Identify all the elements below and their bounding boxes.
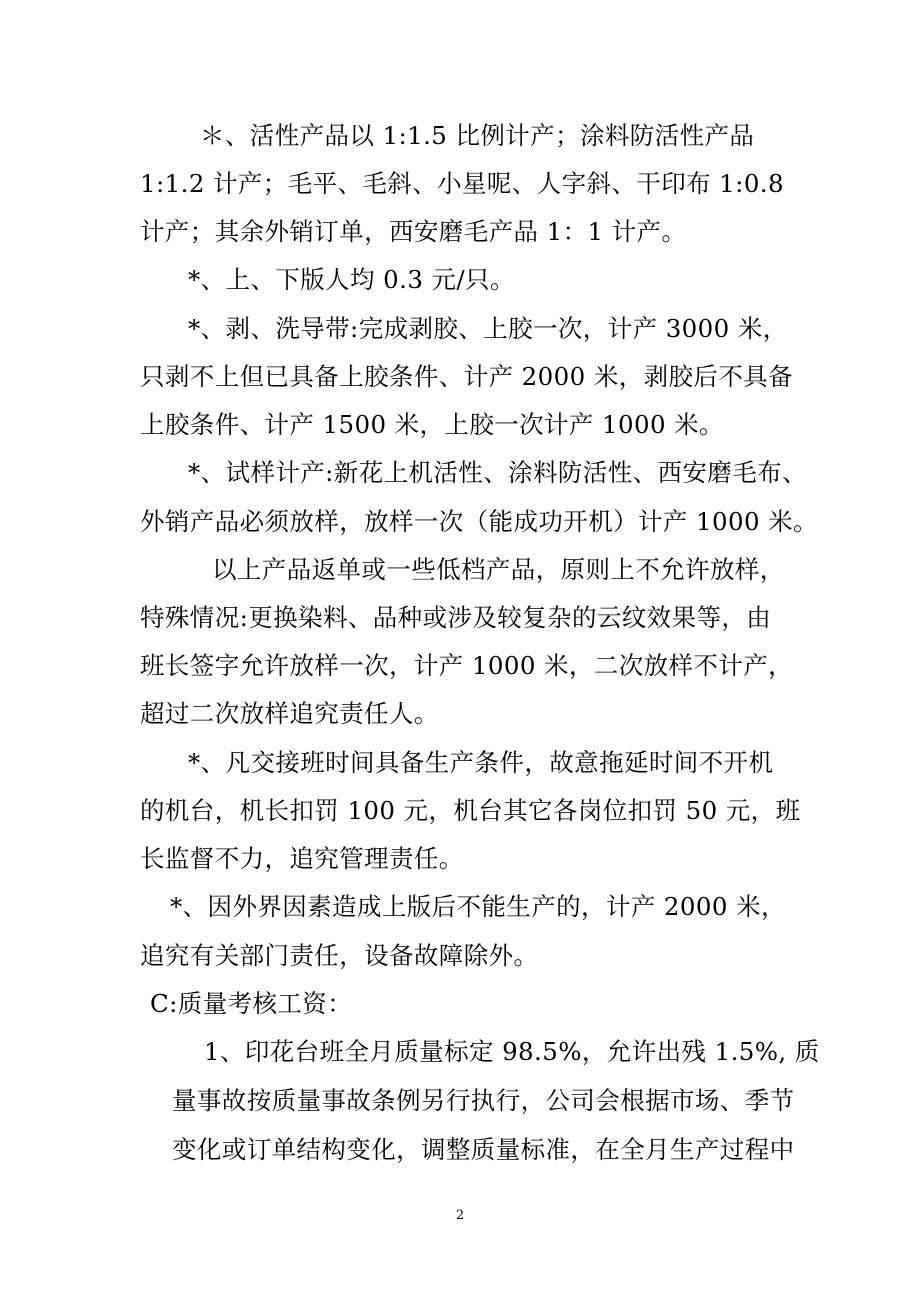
text-line-5: *、剥、洗导带:完成剥胶、上胶一次，计产 3000 米，	[188, 314, 788, 343]
text-line-15: 的机台，机长扣罚 100 元，机台其它各岗位扣罚 50 元，班	[140, 796, 801, 825]
text-line-22: 变化或订单结构变化，调整质量标准，在全月生产过程中	[172, 1135, 795, 1164]
text-line-1: ＊、活性产品以 1:1.5 比例计产；涂料防活性产品	[200, 121, 755, 150]
text-line-14: *、凡交接班时间具备生产条件，故意拖延时间不开机	[188, 748, 774, 777]
page-number: 2	[455, 1208, 465, 1223]
text-line-17: *、因外界因素造成上版后不能生产的，计产 2000 米，	[170, 892, 786, 921]
text-line-13: 超过二次放样追究责任人。	[140, 699, 439, 728]
text-line-20: 1、印花台班全月质量标定 98.5%，允许出残 1.5%, 质	[204, 1037, 820, 1066]
text-line-6: 只剥不上但已具备上胶条件、计产 2000 米，剥胶后不具备	[140, 362, 794, 391]
text-line-2: 1:1.2 计产；毛平、毛斜、小星呢、人字斜、干印布 1:0.8	[140, 169, 784, 198]
text-line-3: 计产；其余外销订单，西安磨毛产品 1：1 计产。	[140, 217, 687, 246]
text-line-12: 班长签字允许放样一次，计产 1000 米，二次放样不计产，	[140, 651, 794, 680]
text-line-10: 以上产品返单或一些低档产品，原则上不允许放样，	[212, 555, 785, 584]
text-line-16: 长监督不力，追究管理责任。	[140, 844, 464, 873]
text-line-18: 追究有关部门责任，设备故障除外。	[140, 941, 539, 970]
text-line-4: *、上、下版人均 0.3 元/只。	[188, 265, 515, 294]
section-heading: C:质量考核工资：	[150, 989, 353, 1018]
text-line-21: 量事故按质量事故条例另行执行，公司会根据市场、季节	[172, 1086, 795, 1115]
text-line-9: 外销产品必须放样，放样一次（能成功开机）计产 1000 米。	[140, 507, 818, 536]
text-line-11: 特殊情况:更换染料、品种或涉及较复杂的云纹效果等，由	[140, 603, 772, 632]
text-line-8: *、试样计产:新花上机活性、涂料防活性、西安磨毛布、	[188, 458, 807, 487]
text-line-7: 上胶条件、计产 1500 米，上胶一次计产 1000 米。	[140, 410, 724, 439]
